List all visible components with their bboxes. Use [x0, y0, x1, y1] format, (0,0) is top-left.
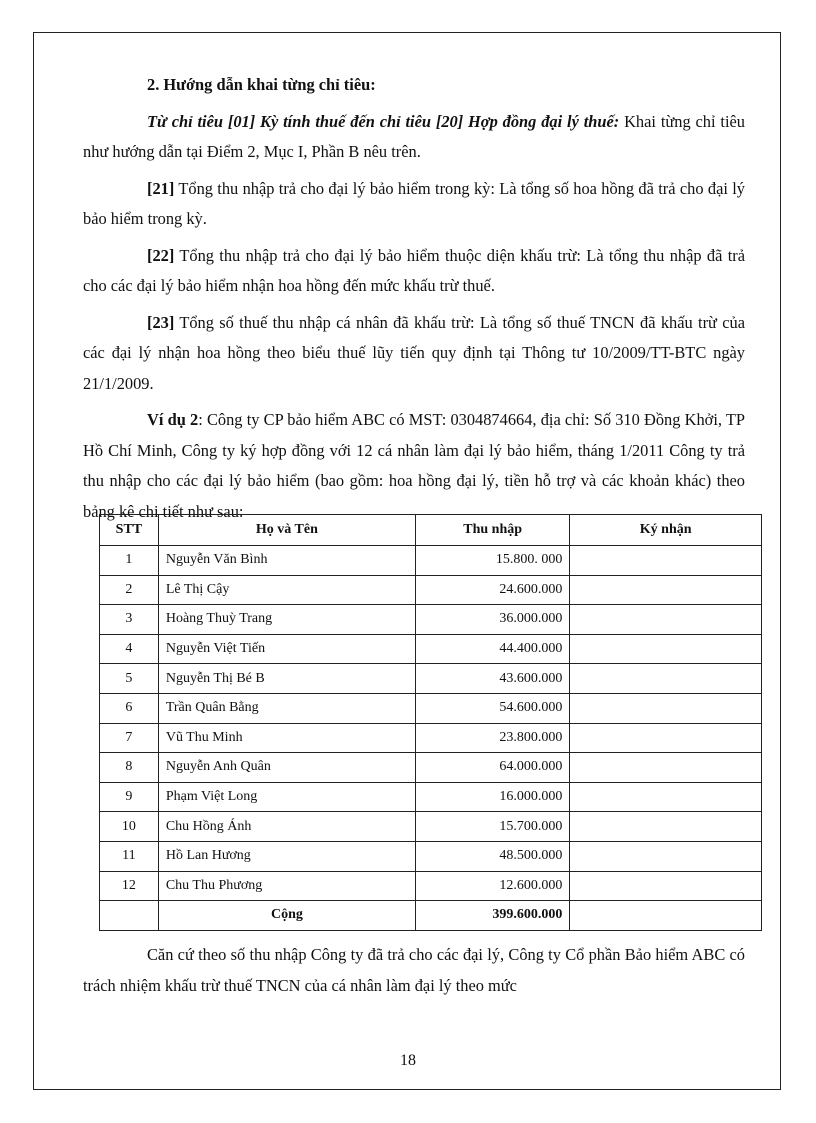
cell-stt: 6 [100, 693, 159, 723]
cell-stt: 8 [100, 753, 159, 783]
cell-income: 43.600.000 [415, 664, 569, 694]
agent-income-table [99, 514, 762, 931]
total-income: 399.600.000 [415, 901, 569, 931]
table-row [100, 782, 762, 812]
cell-signature [570, 575, 762, 605]
cell-name: Hồ Lan Hương [158, 841, 415, 871]
table-total-row [100, 901, 762, 931]
table-row [100, 841, 762, 871]
cell-income: 36.000.000 [415, 605, 569, 635]
cell-income: 48.500.000 [415, 841, 569, 871]
paragraph-example-2 [83, 405, 745, 527]
cell-name: Chu Thu Phương [158, 871, 415, 901]
cell-income: 23.800.000 [415, 723, 569, 753]
section-heading: 2. Hướng dẫn khai từng chỉ tiêu: [147, 75, 376, 94]
cell-signature [570, 605, 762, 635]
paragraph-indicator-23 [83, 308, 745, 400]
paragraph-indicator-21 [83, 174, 745, 235]
cell-signature [570, 812, 762, 842]
cell-stt: 1 [100, 546, 159, 576]
cell-stt: 3 [100, 605, 159, 635]
cell-signature [570, 664, 762, 694]
cell-signature [570, 693, 762, 723]
cell-name: Nguyễn Văn Bình [158, 546, 415, 576]
after-table-text [83, 940, 745, 1001]
cell-signature [570, 841, 762, 871]
cell-income: 15.800. 000 [415, 546, 569, 576]
cell-name: Lê Thị Cậy [158, 575, 415, 605]
paragraph-indicator-22 [83, 241, 745, 302]
cell-income: 15.700.000 [415, 812, 569, 842]
cell-name: Vũ Thu Minh [158, 723, 415, 753]
table-row [100, 812, 762, 842]
cell-stt: 10 [100, 812, 159, 842]
cell-income: 54.600.000 [415, 693, 569, 723]
cell-stt: 7 [100, 723, 159, 753]
paragraph-text: Khai từng chỉ tiêu như hướng dẫn tại Điểm 2, Mục I, Phần B nêu trên. [83, 111, 745, 161]
cell-stt-empty [100, 901, 159, 931]
table-row [100, 575, 762, 605]
paragraph-text: Tổng thu nhập trả cho đại lý bảo hiểm thuộc diện khấu trừ: Là tổng thu nhập đã trả cho các đại lý bảo hiểm nhận hoa hồng đến mức khấu trừ thuế. [83, 245, 745, 295]
total-label: Cộng [158, 901, 415, 931]
cell-stt: 2 [100, 575, 159, 605]
cell-name: Hoàng Thuỳ Trang [158, 605, 415, 635]
cell-signature [570, 634, 762, 664]
paragraph-after-table: Căn cứ theo số thu nhập Công ty đã trả cho các đại lý, Công ty Cổ phần Bảo hiểm ABC có trách nhiệm khấu trừ thuế TNCN của cá nhân làm đại lý theo mức [83, 945, 745, 995]
cell-income: 12.600.000 [415, 871, 569, 901]
table-header-row [100, 515, 762, 546]
cell-name: Phạm Việt Long [158, 782, 415, 812]
paragraph-indicators-01-20 [83, 107, 745, 168]
cell-stt: 4 [100, 634, 159, 664]
indicator-code: [21] [147, 178, 175, 198]
table-body [100, 546, 762, 931]
header-income: Thu nhập [415, 515, 569, 546]
table-row [100, 664, 762, 694]
table-row [100, 546, 762, 576]
cell-name: Chu Hồng Ánh [158, 812, 415, 842]
paragraph-lead: Từ chỉ tiêu [01] Kỳ tính thuế đến chỉ tiêu [20] Hợp đồng đại lý thuế: [147, 111, 620, 131]
cell-income: 64.000.000 [415, 753, 569, 783]
cell-name: Trần Quân Bằng [158, 693, 415, 723]
cell-stt: 9 [100, 782, 159, 812]
table-row [100, 753, 762, 783]
header-stt: STT [100, 515, 159, 546]
cell-signature [570, 753, 762, 783]
cell-name: Nguyễn Việt Tiến [158, 634, 415, 664]
cell-income: 44.400.000 [415, 634, 569, 664]
page-number: 18 [400, 1052, 416, 1069]
table-row [100, 871, 762, 901]
table-row [100, 605, 762, 635]
document-body [83, 70, 745, 533]
table-row [100, 634, 762, 664]
paragraph-text: Tổng thu nhập trả cho đại lý bảo hiểm trong kỳ: Là tổng số hoa hồng đã trả cho đại lý bảo hiểm trong kỳ. [83, 178, 745, 228]
indicator-code: [23] [147, 312, 175, 332]
cell-stt: 12 [100, 871, 159, 901]
cell-stt: 11 [100, 841, 159, 871]
cell-signature [570, 546, 762, 576]
cell-signature [570, 871, 762, 901]
cell-name: Nguyễn Thị Bé B [158, 664, 415, 694]
paragraph-text: : Công ty CP bảo hiểm ABC có MST: 0304874664, địa chỉ: Số 310 Đồng Khởi, TP Hồ Chí Minh, Công ty ký hợp đồng với 12 cá nhân làm đại lý bảo hiểm, tháng 1/2011 Công ty trả thu nhập cho các đại lý bảo hiểm (bao gồm: hoa hồng đại lý, tiền hỗ trợ và các khoản khác) theo bảng kê chi tiết như sau: [83, 410, 746, 521]
cell-signature [570, 723, 762, 753]
paragraph-text: Tổng số thuế thu nhập cá nhân đã khấu trừ: Là tổng số thuế TNCN đã khấu trừ của các đại lý nhận hoa hồng theo biểu thuế lũy tiến quy định tại Thông tư 10/2009/TT-BTC ngày 21/1/2009. [83, 312, 745, 393]
cell-signature [570, 901, 762, 931]
header-name: Họ và Tên [158, 515, 415, 546]
table-row [100, 693, 762, 723]
cell-stt: 5 [100, 664, 159, 694]
cell-signature [570, 782, 762, 812]
example-lead: Ví dụ 2 [147, 410, 199, 429]
cell-income: 24.600.000 [415, 575, 569, 605]
cell-name: Nguyễn Anh Quân [158, 753, 415, 783]
cell-income: 16.000.000 [415, 782, 569, 812]
table-row [100, 723, 762, 753]
header-signature: Ký nhận [570, 515, 762, 546]
indicator-code: [22] [147, 245, 175, 265]
